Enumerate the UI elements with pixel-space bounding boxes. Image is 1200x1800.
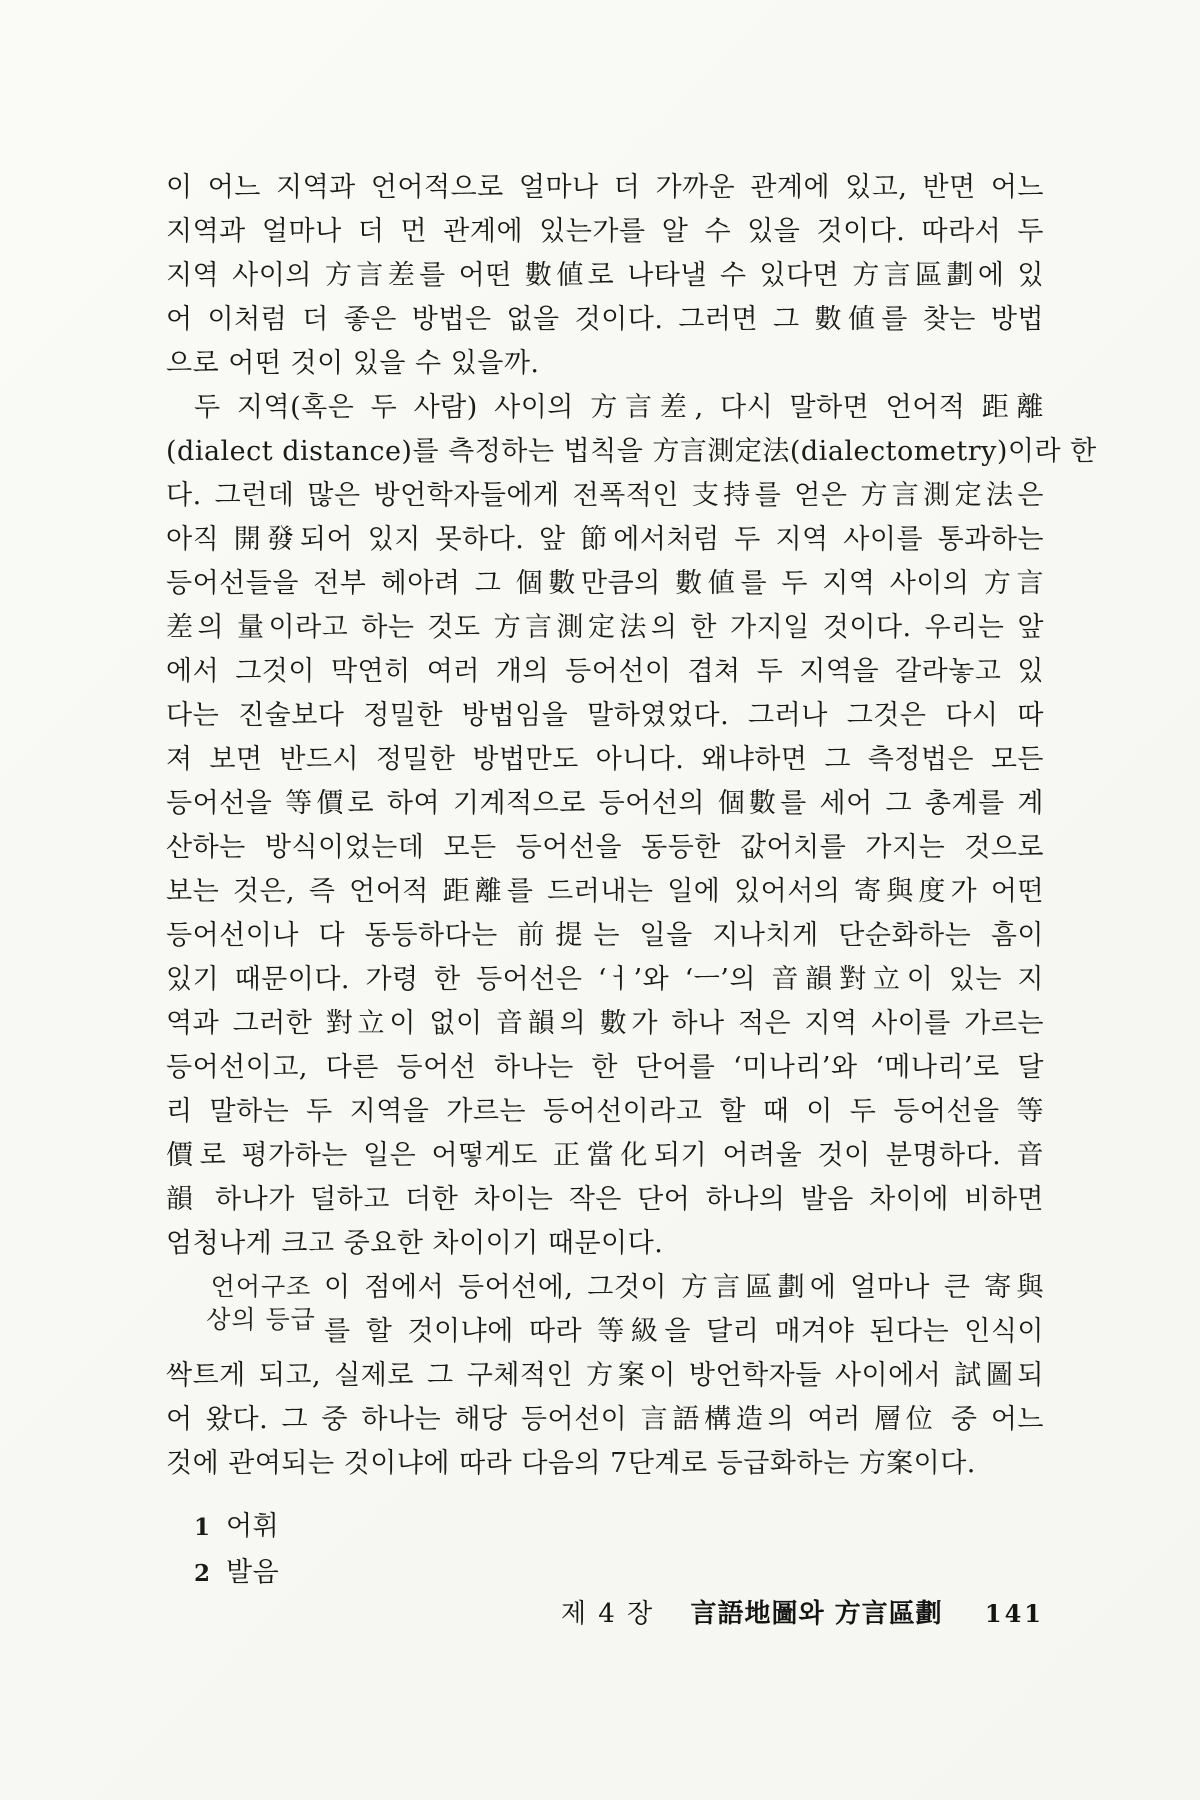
text-line: 등어선이고, 다른 등어선 하나는 한 단어를 ‘미나리’와 ‘메나리’로 달 [166,1052,1044,1083]
text-line: 등어선이나 다 동등하다는 前提는 일을 지나치게 단순화하는 흠이 [166,920,1044,951]
margin-note-line: 언어구조 [210,1272,312,1301]
list-item-number: 2 [194,1560,212,1587]
text-line: 이 어느 지역과 언어적으로 얼마나 더 가까운 관계에 있고, 반면 어느 [166,172,1044,203]
text-line: 어 이처럼 더 좋은 방법은 없을 것이다. 그러면 그 數値를 찾는 방법 [166,304,1044,335]
text-line: 지역 사이의 方言差를 어떤 數値로 나타낼 수 있다면 方言區劃에 있 [166,260,1044,291]
list-item [194,1550,1044,1596]
text-line: 지역과 얼마나 더 먼 관계에 있는가를 알 수 있을 것이다. 따라서 두 [166,216,1044,247]
text-line: 다. 그런데 많은 방언학자들에게 전폭적인 支持를 얻은 方言測定法은 [166,480,1044,511]
text-line: 보는 것은, 즉 언어적 距離를 드러내는 일에 있어서의 寄與度가 어떤 [166,876,1044,907]
text-line: 역과 그러한 對立이 없이 音韻의 數가 하나 적은 지역 사이를 가르는 [166,1008,1044,1039]
chapter-label: 제 4 장 [560,1599,655,1629]
list-item-label: 어휘 [226,1511,280,1542]
paragraph [166,166,1044,386]
text-line: 산하는 방식이었는데 모든 등어선을 동등한 값어치를 가지는 것으로 [166,832,1044,863]
text-line: 아직 開發되어 있지 못하다. 앞 節에서처럼 두 지역 사이를 통과하는 [166,524,1044,555]
text-line: 져 보면 반드시 정밀한 방법만도 아니다. 왜냐하면 그 측정법은 모든 [166,744,1044,775]
text-line: 差의 量이라고 하는 것도 方言測定法의 한 가지일 것이다. 우리는 앞 [166,612,1044,643]
chapter-title: 言語地圖와 方言區劃 [690,1599,943,1629]
text-line: 를 할 것이냐에 따라 等級을 달리 매겨야 된다는 인식이 [324,1316,1044,1347]
paragraph [166,1266,1044,1486]
list-item [194,1504,1044,1550]
text-line: 價로 평가하는 일은 어떻게도 正當化되기 어려울 것이 분명하다. 音 [166,1140,1044,1171]
text-line: (dialect distance)를 측정하는 법칙을 方言測定法(dialectometry)이라 한 [166,436,1097,467]
text-line: 리 말하는 두 지역을 가르는 등어선이라고 할 때 이 두 등어선을 等 [166,1096,1044,1127]
list-item-label: 발음 [226,1557,280,1588]
text-line: 어 왔다. 그 중 하나는 해당 등어선이 言語構造의 여러 層位 중 어느 [166,1404,1044,1435]
paragraph [166,386,1097,1266]
page-footer [561,1592,1044,1636]
page-number: 141 [984,1599,1044,1628]
text-line: 등어선들을 전부 헤아려 그 個數만큼의 數値를 두 지역 사이의 方言 [166,568,1044,599]
grade-list [166,1504,1044,1596]
text-line: 두 지역(혹은 두 사람) 사이의 方言差, 다시 말하면 언어적 距離 [194,392,1044,423]
text-line: 으로 어떤 것이 있을 수 있을까. [166,348,540,379]
text-line: 싹트게 되고, 실제로 그 구체적인 方案이 방언학자들 사이에서 試圖되 [166,1360,1044,1391]
text-line: 韻 하나가 덜하고 더한 차이는 작은 단어 하나의 발음 차이에 비하면 [166,1184,1044,1215]
margin-note [186,1270,336,1336]
text-paragraphs [166,166,1097,1486]
body-text-block [166,166,1097,1596]
text-line: 엄청나게 크고 중요한 차이이기 때문이다. [166,1228,664,1259]
text-line: 다는 진술보다 정밀한 방법임을 말하였었다. 그러나 그것은 다시 따 [166,700,1044,731]
text-line: 것에 관여되는 것이냐에 따라 다음의 7단계로 등급화하는 方案이다. [166,1448,976,1479]
text-line: 있기 때문이다. 가령 한 등어선은 ‘ㅓ’와 ‘ㅡ’의 音韻對立이 있는 지 [166,964,1044,995]
list-item-number: 1 [194,1514,212,1541]
margin-note-line: 상의 등급 [206,1305,316,1334]
text-line: 등어선을 等價로 하여 기계적으로 등어선의 個數를 세어 그 총계를 계 [166,788,1044,819]
text-line: 이 점에서 등어선에, 그것이 方言區劃에 얼마나 큰 寄與 [324,1272,1044,1303]
text-line: 에서 그것이 막연히 여러 개의 등어선이 겹쳐 두 지역을 갈라놓고 있 [166,656,1044,687]
